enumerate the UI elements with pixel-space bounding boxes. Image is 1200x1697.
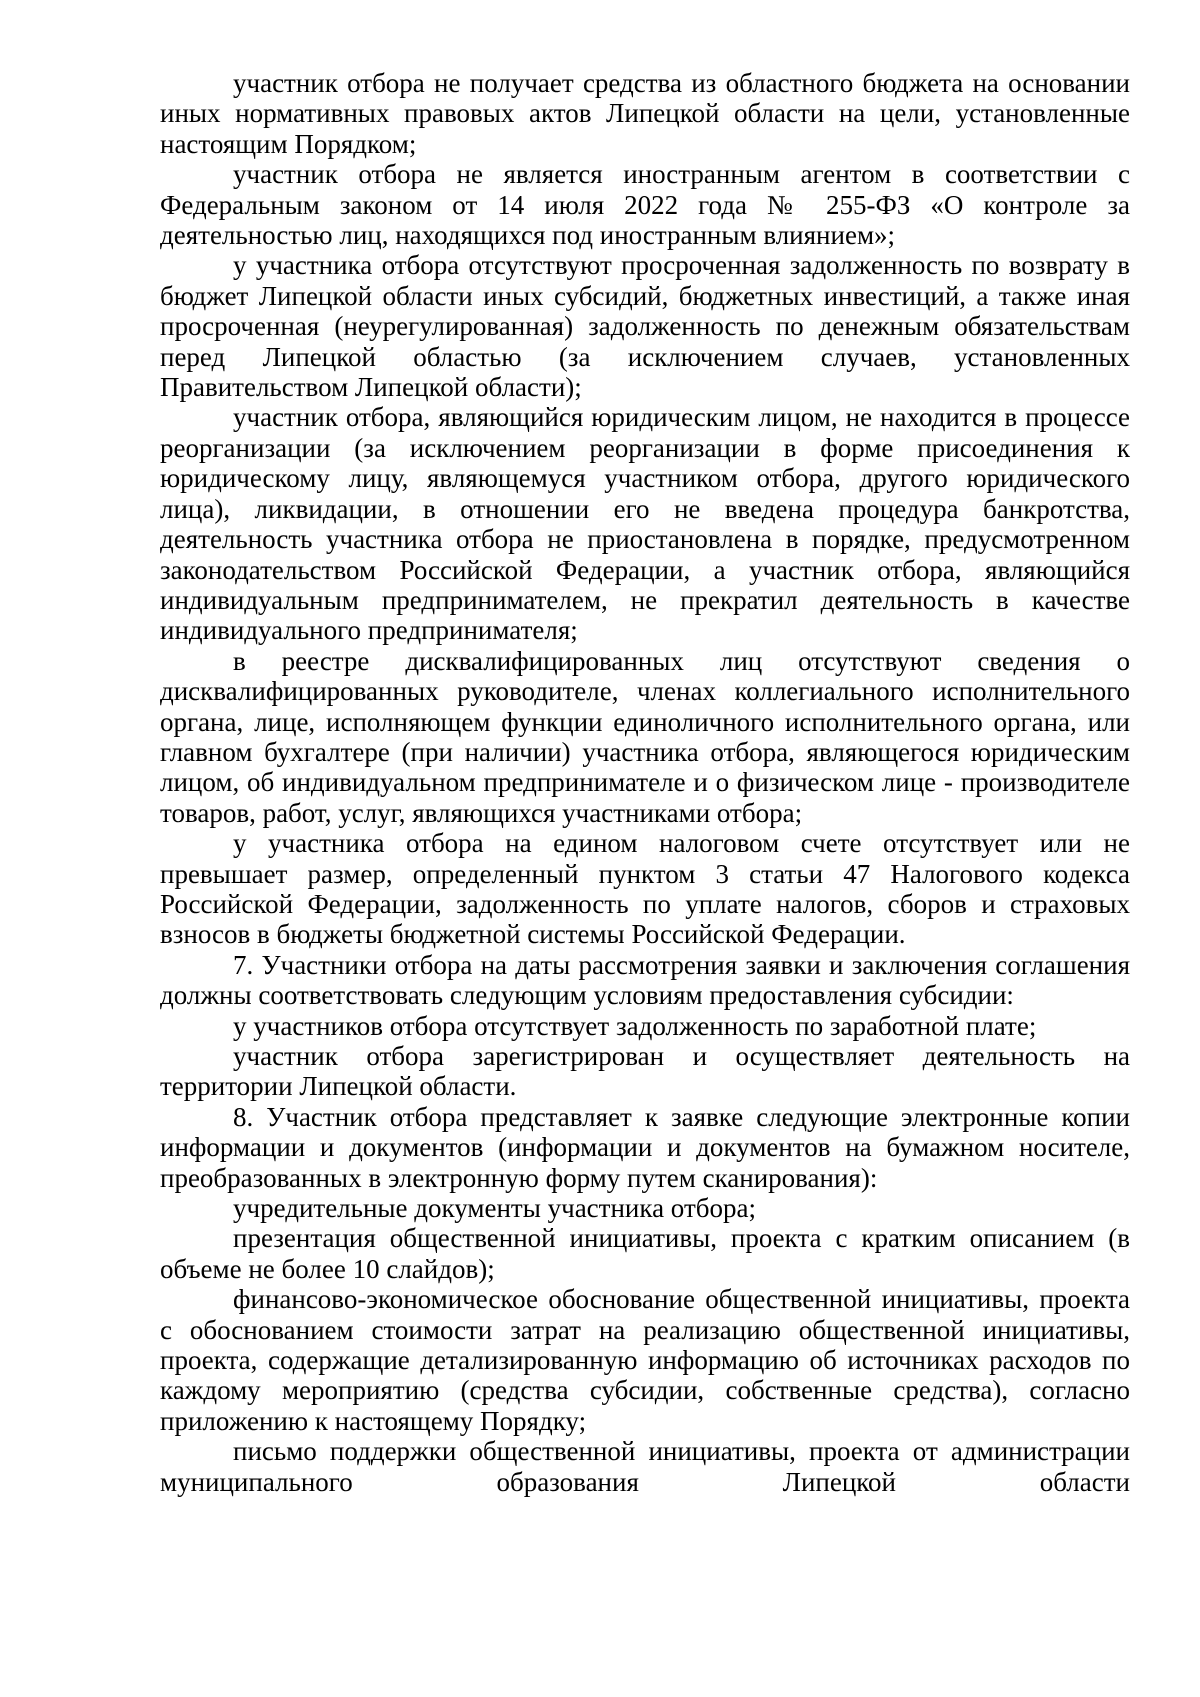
- paragraph-13: финансово-экономическое обоснование общественной инициативы, проекта с обоснованием стоимости затрат на реализацию общественной инициативы, проекта, содержащие детализированную информацию об источниках расходов по каждому мероприятию (средства субсидии, собственные средства), согласно приложению к настоящему Порядку;: [160, 1284, 1130, 1436]
- paragraph-7: 7. Участники отбора на даты рассмотрения заявки и заключения соглашения должны соответствовать следующим условиям предоставления субсидии:: [160, 949, 1130, 1011]
- paragraph-6: у участника отбора на едином налоговом счете отсутствует или не превышает размер, определенный пунктом 3 статьи 47 Налогового кодекса Российской Федерации, задолженность по уплате налогов, сборов и страховых взносов в бюджеты бюджетной системы Российской Федерации.: [160, 828, 1130, 950]
- paragraph-4: участник отбора, являющийся юридическим лицом, не находится в процессе реорганизации (за исключением реорганизации в форме присоединения к юридическому лицу, являющемуся участником отбора, другого юридического лица), ликвидации, в отношении его не введена процедура банкротства, деятельность участника отбора не приостановлена в порядке, предусмотренном законодательством Российской Федерации, а участник отбора, являющийся индивидуальным предпринимателем, не прекратил деятельность в качестве индивидуального предпринимателя;: [160, 402, 1130, 646]
- paragraph-3: у участника отбора отсутствуют просроченная задолженность по возврату в бюджет Липецкой области иных субсидий, бюджетных инвестиций, а также иная просроченная (неурегулированная) задолженность по денежным обязательствам перед Липецкой областью (за исключением случаев, установленных Правительством Липецкой области);: [160, 250, 1130, 403]
- paragraph-12: презентация общественной инициативы, проекта с кратким описанием (в объеме не более 10 слайдов);: [160, 1223, 1130, 1284]
- paragraph-14: письмо поддержки общественной инициативы, проекта от администрации муниципального образования Липецкой области: [160, 1436, 1130, 1497]
- document-body: [160, 68, 1130, 1497]
- paragraph-10: 8. Участник отбора представляет к заявке следующие электронные копии информации и документов (информации и документов на бумажном носителе, преобразованных в электронную форму путем сканирования):: [160, 1101, 1130, 1193]
- paragraph-2: участник отбора не является иностранным агентом в соответствии с Федеральным законом от 14 июля 2022 года № 255-ФЗ «О контроле за деятельностью лиц, находящихся под иностранным влиянием»;: [160, 159, 1130, 251]
- paragraph-9: участник отбора зарегистрирован и осуществляет деятельность на территории Липецкой области.: [160, 1041, 1130, 1102]
- paragraph-5: в реестре дисквалифицированных лиц отсутствуют сведения о дисквалифицированных руководителе, членах коллегиального исполнительного органа, лице, исполняющем функции единоличного исполнительного органа, или главном бухгалтере (при наличии) участника отбора, являющегося юридическим лицом, об индивидуальном предпринимателе и о физическом лице - производителе товаров, работ, услуг, являющихся участниками отбора;: [160, 645, 1130, 828]
- paragraph-8: у участников отбора отсутствует задолженность по заработной плате;: [233, 1010, 1037, 1041]
- paragraph-1: участник отбора не получает средства из областного бюджета на основании иных нормативных правовых актов Липецкой области на цели, установленные настоящим Порядком;: [160, 68, 1130, 159]
- paragraph-11: учредительные документы участника отбора;: [233, 1193, 756, 1224]
